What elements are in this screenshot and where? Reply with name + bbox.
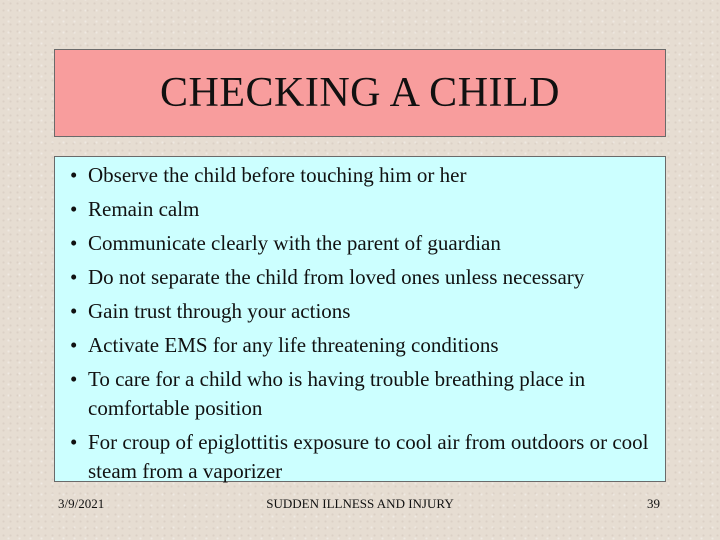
footer-title: SUDDEN ILLNESS AND INJURY bbox=[266, 496, 454, 511]
bullet-item bbox=[70, 229, 670, 258]
bullet-icon: • bbox=[70, 430, 78, 454]
bullet-text: Activate EMS for any life threatening conditions bbox=[88, 333, 499, 357]
bullet-item bbox=[70, 297, 670, 326]
bullet-icon: • bbox=[70, 231, 78, 255]
bullet-text: For croup of epiglottitis exposure to cool air from outdoors or cool steam from a vaporizer bbox=[88, 430, 649, 483]
bullet-text: Gain trust through your actions bbox=[88, 299, 351, 323]
bullet-text: Communicate clearly with the parent of guardian bbox=[88, 231, 501, 255]
bullet-icon: • bbox=[70, 333, 78, 357]
footer-date: 3/9/2021 bbox=[58, 496, 105, 511]
bullet-icon: • bbox=[70, 197, 78, 221]
bullet-icon: • bbox=[70, 163, 78, 187]
bullet-icon: • bbox=[70, 299, 78, 323]
bullet-icon: • bbox=[70, 367, 78, 391]
bullet-item bbox=[70, 161, 670, 190]
bullet-text: Remain calm bbox=[88, 197, 200, 221]
slide-title: CHECKING A CHILD bbox=[159, 70, 560, 116]
bullet-item bbox=[70, 195, 670, 224]
page-number: 39 bbox=[647, 496, 660, 511]
bullet-item bbox=[70, 331, 670, 360]
bullet-icon: • bbox=[70, 265, 78, 289]
bullet-text: To care for a child who is having trouble breathing place in comfortable position bbox=[88, 367, 586, 420]
bullet-item bbox=[70, 365, 670, 423]
bullet-text: Do not separate the child from loved ones unless necessary bbox=[88, 265, 585, 289]
bullet-item bbox=[70, 263, 670, 292]
title-box bbox=[54, 49, 666, 137]
bullet-list bbox=[70, 161, 670, 486]
bullet-item bbox=[70, 428, 670, 486]
bullet-text: Observe the child before touching him or her bbox=[88, 163, 467, 187]
